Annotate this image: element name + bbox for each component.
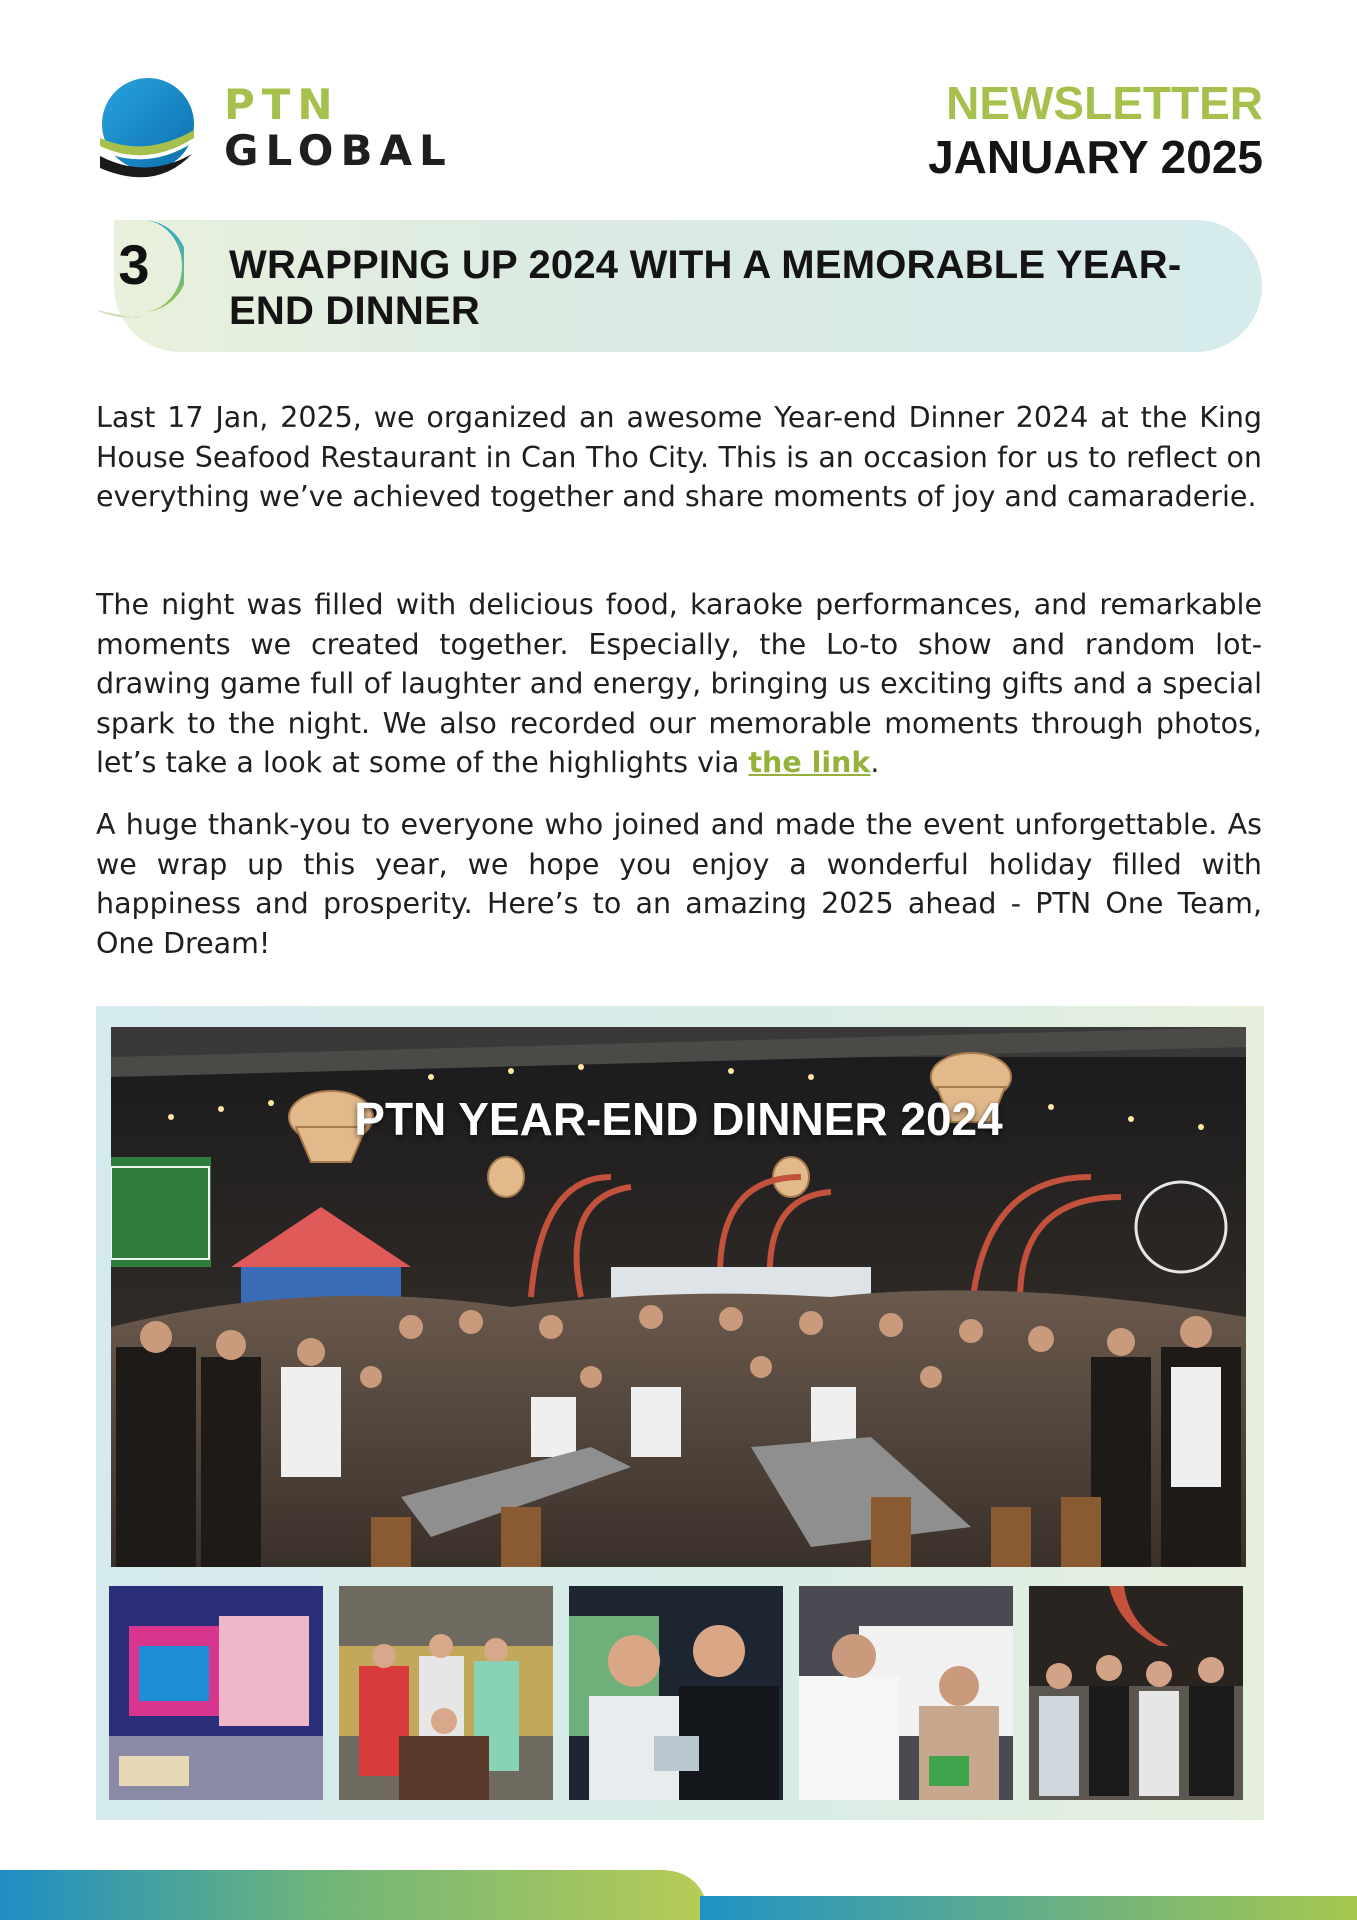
newsletter-label: NEWSLETTER — [946, 77, 1263, 129]
brand-line-ptn: PTN — [224, 80, 340, 129]
thumbnail-celebration — [1029, 1586, 1243, 1800]
main-photo-title: PTN YEAR-END DINNER 2024 — [354, 1093, 1003, 1145]
paragraph-thanks: A huge thank-you to everyone who joined and made the event unforgettable. As we wrap up this year, we hope you enjoy a wonderful holiday filled with happiness and prosperity. Here’s to an amazing 2025 ahead - PTN One Team, One Dream! — [96, 808, 1262, 960]
paragraph-highlights — [96, 585, 1262, 783]
photo-album-link[interactable]: the link — [748, 746, 871, 779]
thumbnail-lucky-draw — [799, 1586, 1013, 1800]
paragraph-highlights-text: The night was filled with delicious food, karaoke performances, and remarkable moments we created together. Especially, the Lo-to show and random lot-drawing game full of laughter and energy, bringing us exciting gifts and a special spark to the night. We also recorded our memorable moments through photos, let’s take a look at some of the highlights via — [96, 588, 1262, 779]
paragraph-highlights-end: . — [870, 746, 880, 779]
ptn-global-logo — [96, 76, 196, 186]
paragraph-intro: Last 17 Jan, 2025, we organized an awesome Year-end Dinner 2024 at the King House Seafood Restaurant in Can Tho City. This is an occasion for us to reflect on everything we’ve achieved together and share moments of joy and camaraderie. — [96, 401, 1262, 513]
brand-wordmark — [224, 80, 453, 175]
newsletter-heading — [928, 77, 1263, 183]
thumbnail-ao-dai-group — [339, 1586, 553, 1800]
section-title: WRAPPING UP 2024 WITH A MEMORABLE YEAR-END DINNER — [229, 243, 1182, 333]
brand-line-global: GLOBAL — [224, 126, 453, 175]
thumbnail-award — [569, 1586, 783, 1800]
issue-date: JANUARY 2025 — [928, 131, 1263, 183]
footer-decorative-bar — [0, 1870, 1357, 1920]
thumbnail-gifts — [109, 1586, 323, 1800]
section-number: 3 — [118, 233, 150, 296]
